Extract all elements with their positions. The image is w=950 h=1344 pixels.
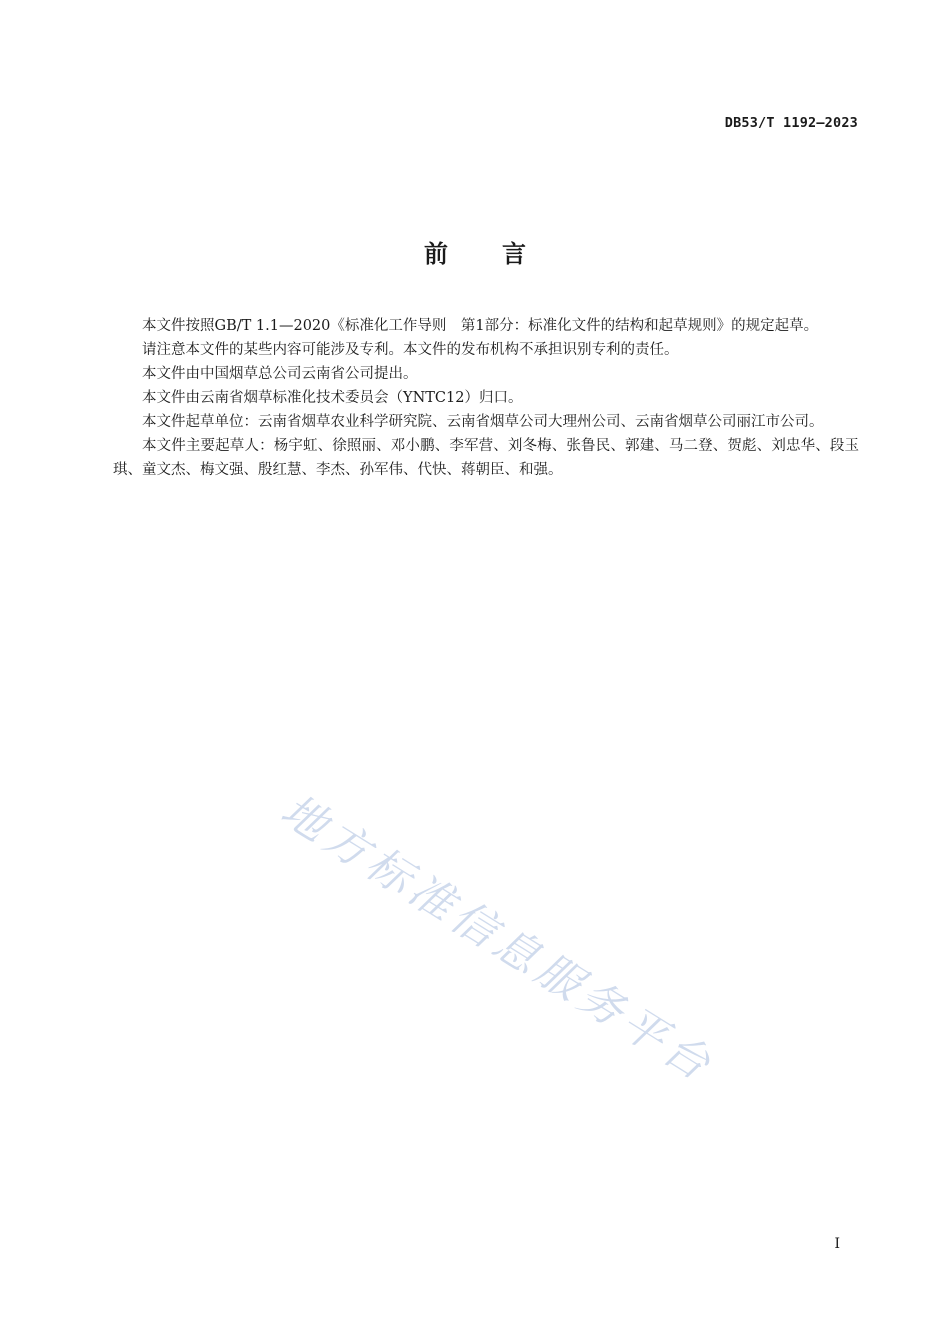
paragraph-drafting-units: 本文件起草单位：云南省烟草农业科学研究院、云南省烟草公司大理州公司、云南省烟草公司丽江市公司。 xyxy=(142,414,824,430)
foreword-body xyxy=(113,314,859,482)
watermark: 地方标准信息服务平台 xyxy=(272,784,724,1093)
page-number: I xyxy=(834,1236,840,1252)
paragraph-drafters: 本文件主要起草人：杨宇虹、徐照丽、邓小鹏、李军营、刘冬梅、张鲁民、郭建、马二登、贺彪、刘忠华、段玉琪、童文杰、梅文强、殷红慧、李杰、孙军伟、代快、蒋朝臣、和强。 xyxy=(113,438,859,478)
document-code: DB53/T 1192—2023 xyxy=(724,115,858,131)
paragraph-patent-notice: 请注意本文件的某些内容可能涉及专利。本文件的发布机构不承担识别专利的责任。 xyxy=(142,342,679,358)
paragraph-committee: 本文件由云南省烟草标准化技术委员会（YNTC12）归口。 xyxy=(142,390,523,406)
page-title: 前言 xyxy=(424,240,580,268)
paragraph-drafting-rules: 本文件按照GB/T 1.1—2020《标准化工作导则 第1部分：标准化文件的结构和起草规则》的规定起草。 xyxy=(142,318,819,334)
paragraph-proposer: 本文件由中国烟草总公司云南省公司提出。 xyxy=(142,366,418,382)
